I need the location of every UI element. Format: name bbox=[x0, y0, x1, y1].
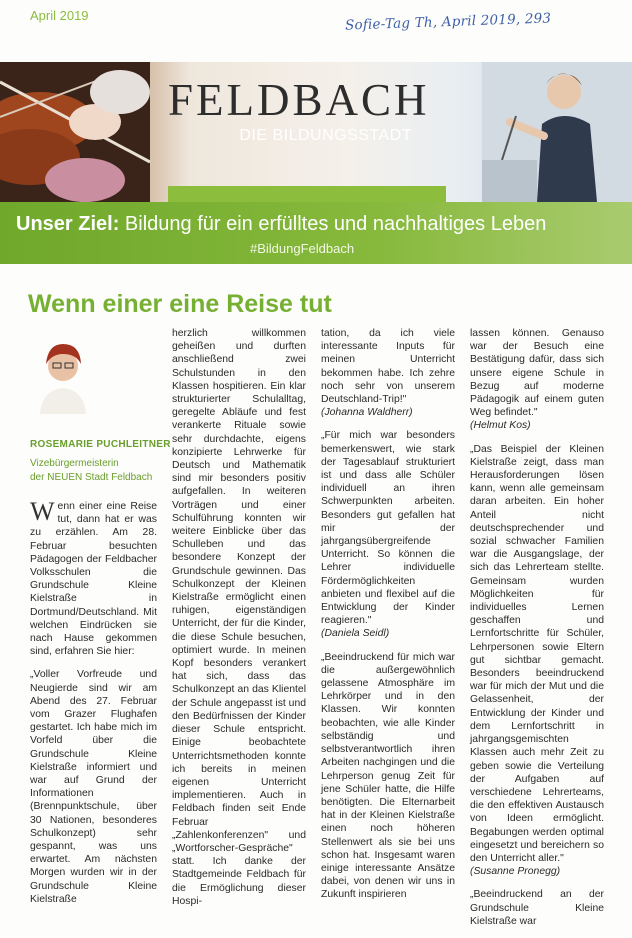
article-paragraph: lassen können. Genauso war der Besuch eine Bestätigung dafür, dass sich unsere eigene Schule in Bezug auf moderne Pädagogik auf einem guten Weg befindet." bbox=[470, 328, 604, 419]
author-name: ROSEMARIE PUCHLEITNER bbox=[30, 439, 171, 450]
author-portrait bbox=[32, 334, 94, 414]
article-column-2 bbox=[172, 327, 306, 918]
article-paragraph: „Beeindruckend für mich war die außergewöhnlich gelassene Atmosphäre im Lehrkörper und in den Klassen. Wir konnten beobachten, wie alle Kinder selbständig und selbstverantwortlich ihren Arbeiten nachgingen und die Lehrperson genug Zeit für jene Schüler hatte, die Hilfe benötigten. Die Elternarbeit hat in der Kleinen Kielstraße einen noch höheren Stellenwert als sie bei uns schon hat. Insgesamt waren einige interessante Ansätze dabei, von denen wir uns in Zukunft inspirieren bbox=[321, 651, 455, 901]
issue-date: April 2019 bbox=[30, 8, 89, 23]
article-column-4 bbox=[470, 327, 604, 938]
article-paragraph: „Beeindruckend an der Grundschule Kleine Kielstraße war bbox=[470, 889, 604, 927]
intro-text: enn einer eine Reise tut, dann hat er was zu erzählen. Am 28. Februar besuchten Pädagogen der Feldbacher Volksschulen die Grundschule Kleine Kielstraße in Dortmund/Deutschland. Mit welchen Eindrücken sie nach Hause gekommen sind, erfahren Sie hier: bbox=[30, 501, 157, 658]
goal-statement bbox=[16, 213, 546, 236]
article-paragraph: „Für mich war besonders bemerkenswert, wie stark der Tagesablauf strukturiert ist und dass alle Schüler individuell an ihren Schwerpunkten arbeiten. Besonders gut gefallen hat mir der jahrgangsübergreifende Unterricht. So können die Lehrer individuelle Fördermöglichkeiten anbieten und flexibel auf die Entwicklung der Kinder reagieren." bbox=[321, 430, 455, 627]
author-role-org: der NEUEN Stadt Feldbach bbox=[30, 472, 153, 483]
quote-attribution: (Johanna Waldherr) bbox=[321, 407, 413, 419]
brand-title: FELDBACH bbox=[168, 75, 430, 125]
article-paragraph: „Das Beispiel der Kleinen Kielstraße zeigt, dass man Herausforderungen lösen kann, wenn alle gemeinsam daran arbeiten. Ein hoher Anteil nicht deutschsprechender und sozial schwacher Familien war die Ausgangslage, der sich das Lehrerteam stellte. Gemeinsam wurden Möglichkeiten für individuelles Lernen geschaffen und Lernfortschritte für Schüler, Lehrpersonen sowie Eltern gut sichtbar gemacht. Besonders beeindruckend war für mich der Mut und die Gelassenheit, der Entwicklung der Kinder und dem Lernfortschritt in jahrgangsgemischten Klassen auch mehr Zeit zu geben sowie die Verteilung der Aufgaben auf verschiedene Lehrerteams, die den effektiven Austausch von Ideen ermöglicht. Begabungen werden optimal eingesetzt und bereichern so den Unterricht aller." bbox=[470, 443, 604, 864]
hashtag: #BildungFeldbach bbox=[250, 241, 355, 256]
article-column-3 bbox=[321, 327, 455, 912]
article-paragraph: tation, da ich viele interessante Inputs für meinen Unterricht bekommen habe. Ich zehre noch sehr von unserem Deutschland-Trip!" bbox=[321, 328, 455, 406]
quote-attribution: (Helmut Kos) bbox=[470, 420, 531, 432]
quote-attribution: (Daniela Seidl) bbox=[321, 628, 390, 640]
goal-text: Bildung für ein erfülltes und nachhaltiges Leben bbox=[119, 213, 547, 235]
article-paragraph: herzlich willkommen geheißen und durften anschließend zwei Schulstunden in den Klassen hospitieren. Ein klar strukturierter Schulalltag, geregelte Abläufe und fest verankerte Rituale sowie sehr durchdachte, eigens konzipierte Lehrwerke für Deutsch und Mathematik sind mir besonders positiv aufgefallen. In weiteren Vorträgen und einer Schulführung konnten wir weitere Einblicke über das Schulleben und das besondere Konzept der Grundschule gewinnen. Das Schulkonzept der Kleinen Kielstraße ermöglicht einen ruhigen, eigenständigen Unterricht, der für die Kinder, die diese Schule besuchen, optimiert wurde. In meinen Kopf besonders verankert hat sich, dass das Schulkonzept an das Klientel der Schule angepasst ist und den Bedürfnissen der Kinder dieser Schule entspricht. Einige beobachtete Unterrichtsmethoden konnte ich bereits in meinen eigenen Unterricht implementieren. Auch in Feldbach finden seit Ende Februar „Zahlenkonferenzen" und „Wortforscher-Gespräche" statt. Ich danke der Stadtgemeinde Feldbach für die Ermöglichung dieser Hospi- bbox=[172, 328, 307, 907]
article-column-1 bbox=[30, 497, 157, 916]
violin-photo bbox=[0, 62, 150, 202]
goal-lead: Unser Ziel: bbox=[16, 213, 120, 235]
quote-attribution: (Susanne Pronegg) bbox=[470, 866, 561, 878]
speaker-photo bbox=[482, 62, 632, 202]
drop-cap: W bbox=[30, 497, 55, 526]
article-intro bbox=[30, 497, 157, 658]
article-headline: Wenn einer eine Reise tut bbox=[28, 290, 332, 318]
author-role: Vizebürgermeisterin bbox=[30, 458, 119, 469]
handwritten-note: Sofie-Tag Th, April 2019, 293 bbox=[344, 10, 552, 34]
brand-subtitle: DIE BILDUNGSSTADT bbox=[239, 127, 412, 144]
article-paragraph: „Voller Vorfreude und Neugierde sind wir am Abend des 27. Februar vom Grazer Flughafen gestartet. Ich habe mich im Vorfeld über die Grundschule Kleine Kielstraße informiert und war auf Grund der Informationen (Brennpunktschule, über 30 Nationen, besonderes Schulkonzept) sehr gespannt, was uns erwartet. Am nächsten Morgen wurden wir in der Grundschule Kleine Kielstraße bbox=[30, 669, 157, 905]
